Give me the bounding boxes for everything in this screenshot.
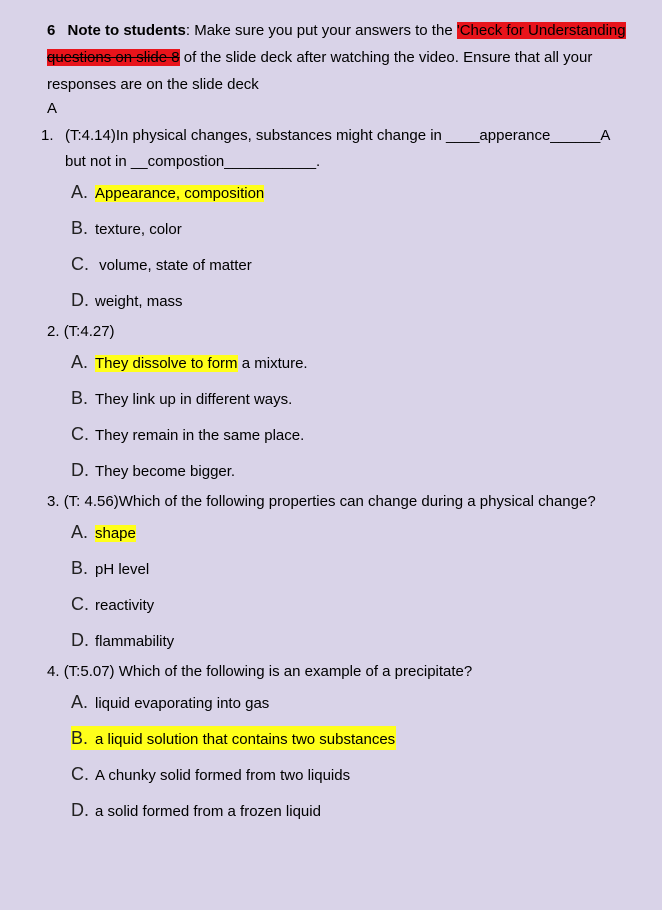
option-letter: A. [71,692,89,712]
option-text: liquid evaporating into gas [95,695,270,712]
option-3a[interactable] [71,520,136,544]
option-letter: B. [71,728,89,748]
option-letter: A. [71,182,89,202]
note-label: Note to students [67,22,186,39]
option-text: a liquid solution that contains two substances [95,731,396,748]
option-4d[interactable] [71,798,321,822]
option-letter: B. [71,558,89,578]
option-1a[interactable] [71,180,264,204]
option-text: volume, state of matter [95,257,252,274]
option-3b[interactable] [71,556,149,580]
question-number: 3. [47,493,60,510]
option-text: texture, color [95,221,182,238]
option-2b[interactable] [71,386,292,410]
question-1 [41,123,641,175]
note-to-students [47,17,657,98]
option-text: Appearance, composition [95,185,265,202]
note-number: 6 [47,22,56,39]
option-text: A chunky solid formed from two liquids [95,767,351,784]
option-text: pH level [95,561,150,578]
answer-letter: A [47,100,58,117]
note-text-1: : Make sure you put your answers to the [185,22,457,39]
option-letter: B. [71,388,89,408]
note-highlight: 'Check for Understanding [456,22,626,39]
question-text: (T:4.14)In physical changes, substances might change in ____apperance______A but not in __compostion___________. [65,127,610,170]
option-3d[interactable] [71,628,174,652]
option-text: a solid formed from a frozen liquid [95,803,321,820]
option-text: shape [95,525,136,542]
question-4 [47,659,472,685]
option-2c[interactable] [71,422,304,446]
option-letter: D. [71,290,89,310]
option-4c[interactable] [71,762,350,786]
option-1b[interactable] [71,216,182,240]
question-3 [47,489,596,515]
option-letter: C. [71,594,89,614]
option-4b[interactable] [71,726,396,750]
question-text: (T:4.27) [63,323,115,340]
option-text: They become bigger. [95,463,236,480]
option-letter: C. [71,254,89,274]
option-4a[interactable] [71,690,269,714]
option-2a[interactable] [71,350,308,374]
option-1d[interactable] [71,288,183,312]
option-text-highlight: They dissolve to form [95,355,238,372]
option-2d[interactable] [71,458,235,482]
question-text: (T: 4.56)Which of the following properties can change during a physical change? [63,493,596,510]
option-text: flammability [95,633,175,650]
question-number: 4. [47,663,60,680]
option-letter: B. [71,218,89,238]
question-number: 1. [41,127,54,144]
option-1c[interactable] [71,252,252,276]
option-letter: A. [71,522,89,542]
option-letter: D. [71,800,89,820]
note-text-2: of the slide deck after watching the video. Ensure that all your responses are on the slide deck [47,49,593,93]
option-letter: A. [71,352,89,372]
option-letter: C. [71,764,89,784]
option-text-rest: a mixture. [237,355,308,372]
note-strike: questions on slide 8 [47,49,180,66]
option-text: They link up in different ways. [95,391,293,408]
option-letter: D. [71,460,89,480]
question-2 [47,319,115,345]
option-text: weight, mass [95,293,183,310]
question-text: (T:5.07) Which of the following is an example of a precipitate? [63,663,473,680]
option-letter: C. [71,424,89,444]
option-3c[interactable] [71,592,154,616]
question-number: 2. [47,323,60,340]
option-letter: D. [71,630,89,650]
option-text: reactivity [95,597,155,614]
option-text: They remain in the same place. [95,427,305,444]
